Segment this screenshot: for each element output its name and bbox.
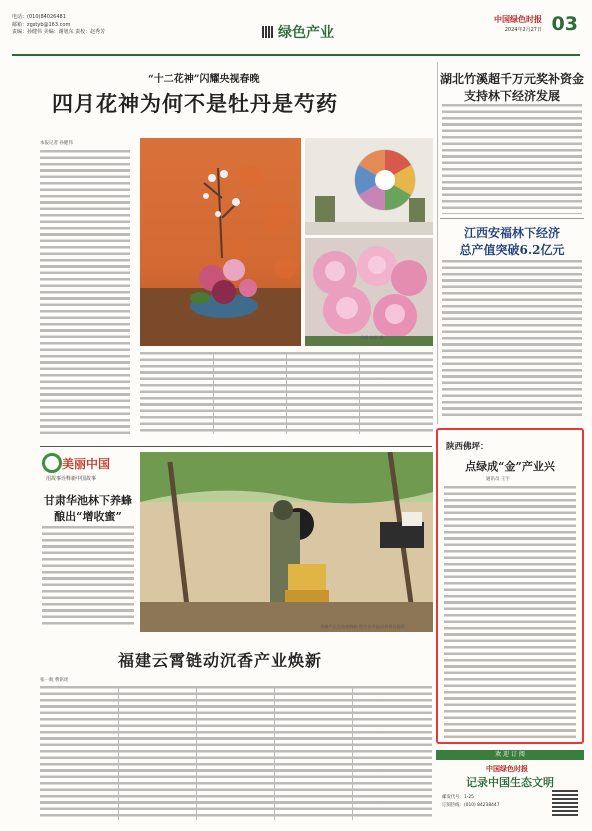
section-divider xyxy=(40,446,432,447)
highlight-title: 点绿成“金”产业兴 xyxy=(465,460,555,473)
ad-banner: 欢 迎 订 阅 xyxy=(436,750,584,760)
paper-name: 中国绿色时报 xyxy=(494,14,542,24)
masthead xyxy=(12,10,580,56)
title-line: 支持林下经济发展 xyxy=(463,89,560,103)
beautiful-china-logo xyxy=(42,453,134,473)
title-line: 江西安福林下经济 xyxy=(463,226,560,240)
column-divider xyxy=(118,686,119,820)
ad-paper-name: 中国绿色时报 xyxy=(486,764,528,773)
main-kicker: “十二花神”闪耀央视春晚 xyxy=(148,74,260,85)
flower-arrangement-illustration xyxy=(140,138,301,346)
exhibition-illustration xyxy=(305,138,433,235)
highlight-body xyxy=(444,486,576,738)
beekeeping-title xyxy=(40,492,136,524)
info-line: 电话：(010)84026481 xyxy=(12,14,66,20)
main-headline: 四月花神为何不是牡丹是芍药 xyxy=(52,91,338,116)
subscription-ad xyxy=(436,750,584,822)
ad-line: 邮发代号：1-25 xyxy=(442,795,474,800)
beautiful-china-sub: 用故事诠释新中国故事 xyxy=(46,476,97,482)
main-byline: 本报记者 孙健伟 xyxy=(40,141,73,146)
peony-illustration xyxy=(305,238,433,346)
section-title xyxy=(262,22,334,42)
bottom-byline: 张一航 曹铭瑶 xyxy=(40,678,69,683)
qr-code-icon xyxy=(262,26,274,38)
ad-line: 订阅热线：(010) 84238447 xyxy=(442,803,500,808)
column-divider xyxy=(286,352,287,434)
right-article-1-title xyxy=(440,70,584,104)
issue-date: 2024年2月27日 xyxy=(504,27,542,33)
beekeeping-body xyxy=(42,526,134,628)
ad-slogan: 记录中国生态文明 xyxy=(466,776,554,789)
bottom-headline: 福建云霄链动沉香产业焕新 xyxy=(118,651,323,670)
highlight-byline: 通讯员 王宇 xyxy=(486,477,510,482)
right-divider xyxy=(440,218,584,219)
beekeeping-illustration xyxy=(140,452,433,632)
highlight-kicker: 陕西佛坪： xyxy=(446,442,489,452)
highlighted-article[interactable] xyxy=(436,428,584,744)
title-line: 湖北竹溪超千万元奖补资金 xyxy=(440,72,585,86)
bottom-article-body xyxy=(40,686,432,820)
exhibition-photo xyxy=(305,138,433,235)
page-number: 03 xyxy=(551,13,578,35)
peony-photo xyxy=(305,238,433,346)
ring-icon xyxy=(42,453,62,473)
column-divider xyxy=(196,686,197,820)
section-label: 绿色产业 xyxy=(278,25,334,41)
info-line: 邮箱：zgstyb@163.com xyxy=(12,21,71,28)
logo-text: 美丽中国 xyxy=(62,457,111,471)
beekeeping-photo xyxy=(140,452,433,632)
right-article-2-title xyxy=(440,224,584,258)
beekeeping-caption: 养蜂户正在检查蜂箱 图片由华池县林草局提供 xyxy=(320,624,406,629)
masthead-info xyxy=(12,14,105,37)
right-article-2-body xyxy=(442,260,582,420)
column-divider xyxy=(352,686,353,820)
right-column-divider xyxy=(437,62,438,424)
qr-code-icon xyxy=(552,790,578,816)
title-line: 总产值突破6.2亿元 xyxy=(459,243,565,257)
column-divider xyxy=(213,352,214,434)
column-divider xyxy=(359,352,360,434)
peony-caption: 芍药 何雨 摄 xyxy=(360,335,384,340)
title-line: 酿出“增收蜜” xyxy=(54,510,122,523)
main-body-text-lines xyxy=(40,150,130,436)
right-article-1-body xyxy=(442,104,582,214)
title-line: 甘肃华池林下养蜂 xyxy=(44,494,132,507)
info-line: 责编：孙健伟 美编：谢旭东 责校：赵秀芳 xyxy=(12,29,106,35)
flower-arrangement-photo xyxy=(140,138,301,346)
column-divider xyxy=(274,686,275,820)
